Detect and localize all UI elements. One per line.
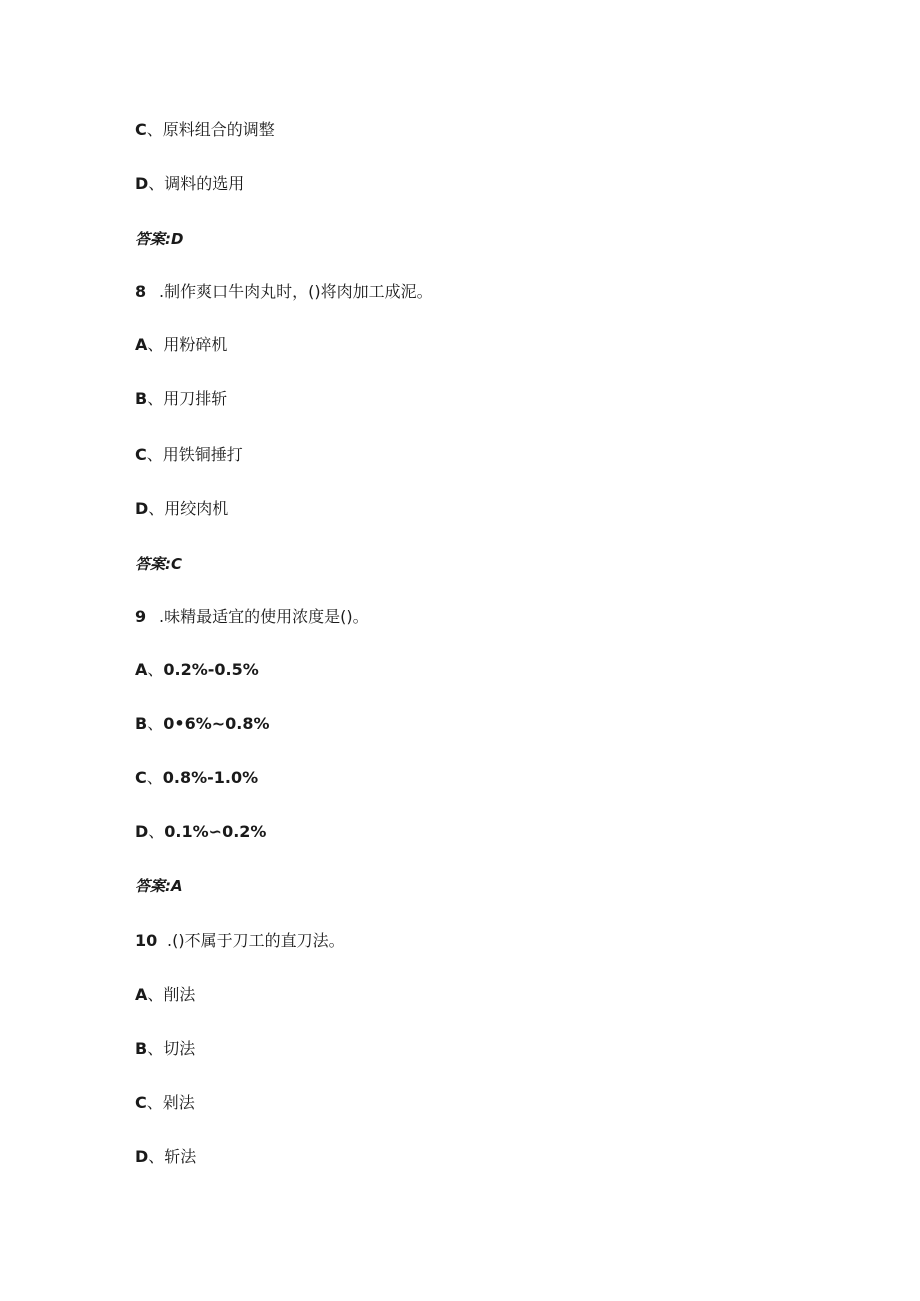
option-separator: 、	[147, 714, 164, 733]
question-text: .味精最适宜的使用浓度是()。	[159, 607, 369, 626]
option-letter: C	[135, 768, 147, 787]
q7-answer: 答案:D	[135, 230, 184, 248]
q8-option-b	[135, 389, 227, 409]
option-separator: 、	[147, 389, 164, 408]
option-letter: C	[135, 445, 147, 464]
option-text: 用粉碎机	[163, 335, 228, 354]
question-number: 10	[135, 931, 158, 950]
option-separator: 、	[148, 1147, 165, 1166]
option-separator: 、	[146, 768, 163, 787]
q8-option-d	[135, 499, 228, 519]
option-text: 切法	[163, 1039, 196, 1058]
option-separator: 、	[148, 174, 165, 193]
option-letter: A	[135, 660, 148, 679]
option-letter: D	[135, 499, 149, 518]
q9-option-b	[135, 714, 270, 734]
option-letter: A	[135, 985, 148, 1004]
option-text: 削法	[163, 985, 196, 1004]
q8-option-c	[135, 445, 243, 465]
option-separator: 、	[147, 335, 164, 354]
option-separator: 、	[146, 1093, 163, 1112]
q10-option-a	[135, 985, 195, 1005]
q10-option-b	[135, 1039, 195, 1059]
question-text: .制作爽口牛肉丸时，()将肉加工成泥。	[159, 282, 433, 301]
q9-option-a	[135, 660, 259, 680]
option-letter: D	[135, 1147, 149, 1166]
option-letter: D	[135, 174, 149, 193]
option-letter: C	[135, 1093, 147, 1112]
option-text: 用绞肉机	[164, 499, 229, 518]
q8-stem	[135, 282, 433, 302]
q10-option-c	[135, 1093, 195, 1113]
option-separator: 、	[147, 660, 164, 679]
option-separator: 、	[148, 499, 165, 518]
option-text: 原料组合的调整	[162, 120, 275, 139]
option-letter: A	[135, 335, 148, 354]
option-text: 0.8%-1.0%	[162, 768, 259, 787]
option-letter: C	[135, 120, 147, 139]
option-letter: D	[135, 822, 149, 841]
option-text: 斩法	[164, 1147, 197, 1166]
question-number: 8	[135, 282, 147, 301]
q8-answer: 答案:C	[135, 555, 183, 573]
option-text: 0.1%∽0.2%	[164, 822, 267, 841]
q7-option-c	[135, 120, 275, 140]
q9-option-d	[135, 822, 266, 842]
option-text: 0.2%-0.5%	[163, 660, 259, 679]
option-separator: 、	[148, 822, 165, 841]
option-separator: 、	[147, 1039, 164, 1058]
q9-answer: 答案:A	[135, 877, 183, 895]
q10-stem	[135, 931, 345, 951]
q8-option-a	[135, 335, 227, 355]
option-text: 调料的选用	[164, 174, 245, 193]
q9-option-c	[135, 768, 258, 788]
q7-option-d	[135, 174, 244, 194]
q9-stem	[135, 607, 369, 627]
option-text: 用铁铜捶打	[162, 445, 243, 464]
question-text: .()不属于刀工的直刀法。	[167, 931, 345, 950]
q10-option-d	[135, 1147, 196, 1167]
option-text: 用刀排斩	[163, 389, 228, 408]
option-letter: B	[135, 1039, 148, 1058]
option-separator: 、	[146, 445, 163, 464]
option-separator: 、	[146, 120, 163, 139]
option-letter: B	[135, 389, 148, 408]
option-separator: 、	[147, 985, 164, 1004]
option-text: 0•6%~0.8%	[163, 714, 270, 733]
option-text: 剁法	[162, 1093, 195, 1112]
question-number: 9	[135, 607, 147, 626]
option-letter: B	[135, 714, 148, 733]
